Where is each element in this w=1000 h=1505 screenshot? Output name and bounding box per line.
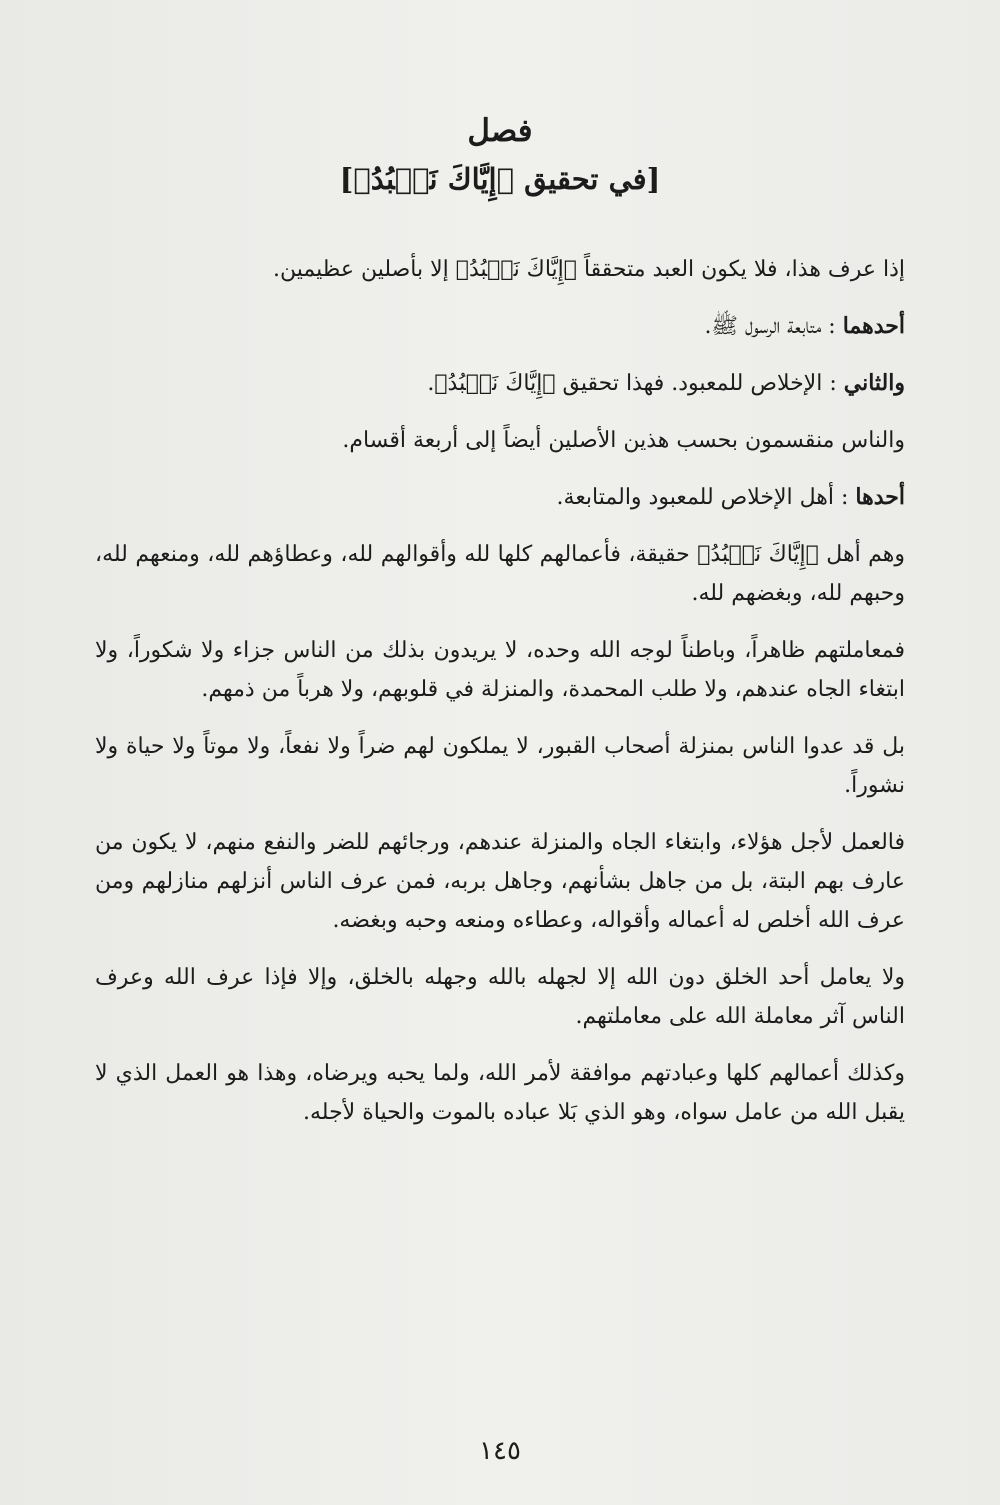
paragraph-text: فالعمل لأجل هؤلاء، وابتغاء الجاه والمنزلة عندهم، ورجائهم للضر والنفع منهم، لا يكون من عارف بهم البتة، بل من جاهل بشأنهم، وجاهل بربه، فمن عرف الناس أنزلهم منازلهم ومن عرف الله أخلص له أعماله وأقواله، وعطاءه ومنعه وحبه وبغضه. [95,830,905,933]
paragraph [95,307,905,346]
paragraph-text: : أهل الإخلاص للمعبود والمتابعة. [556,485,856,510]
paragraph [95,421,905,460]
paragraph [95,250,905,289]
text-column [95,108,905,1150]
paragraph-text: إذا عرف هذا، فلا يكون العبد متحققاً ﴿إِيَّاكَ نَعۡبُدُ﴾ إلا بأصلين عظيمين. [273,257,905,282]
chapter-subheading: [في تحقيق ﴿إِيَّاكَ نَعۡبُدُ﴾] [339,162,661,196]
paragraph [95,478,905,517]
paragraph-text: والناس منقسمون بحسب هذين الأصلين أيضاً إلى أربعة أقسام. [342,428,905,453]
paragraph [95,535,905,613]
paragraph [95,1054,905,1132]
paragraph-text: بل قد عدوا الناس بمنزلة أصحاب القبور، لا يملكون لهم ضراً ولا نفعاً، ولا موتاً ولا حياة ولا نشوراً. [95,734,905,798]
paragraph-text: : الإخلاص للمعبود. فهذا تحقيق ﴿إِيَّاكَ نَعۡبُدُ﴾. [427,371,844,396]
paragraph [95,823,905,940]
paragraph-lead: أحدها [855,484,905,510]
paragraph [95,727,905,805]
paragraph-text: : متابعة الرسول ﷺ. [704,314,843,339]
paragraph [95,631,905,709]
paragraph [95,958,905,1036]
paragraph-text: وكذلك أعمالهم كلها وعبادتهم موافقة لأمر الله، ولما يحبه ويرضاه، وهذا هو العمل الذي لا يقبل الله من عامل سواه، وهو الذي بَلا عباده بالموت والحياة لأجله. [95,1061,905,1125]
paragraph-text: ولا يعامل أحد الخلق دون الله إلا لجهله بالله وجهله بالخلق، وإلا فإذا عرف الله وعرف الناس آثر معاملة الله على معاملتهم. [95,965,905,1029]
paragraph-text: وهم أهل ﴿إِيَّاكَ نَعۡبُدُ﴾ حقيقة، فأعمالهم كلها لله وأقوالهم لله، وعطاؤهم لله، ومنعهم لله، وحبهم لله، وبغضهم لله. [95,542,905,606]
paragraph-lead: أحدهما [842,313,905,339]
page-number: ١٤٥ [479,1436,521,1466]
paragraph-text: فمعاملتهم ظاهراً، وباطناً لوجه الله وحده، لا يريدون بذلك من الناس جزاء ولا شكوراً، ولا ابتغاء الجاه عندهم، ولا طلب المحمدة، والمنزلة في قلوبهم، ولا هرباً من ذمهم. [95,638,905,702]
paragraph-lead: والثاني [843,370,905,396]
chapter-heading: فصل [467,113,533,149]
paragraph [95,364,905,403]
